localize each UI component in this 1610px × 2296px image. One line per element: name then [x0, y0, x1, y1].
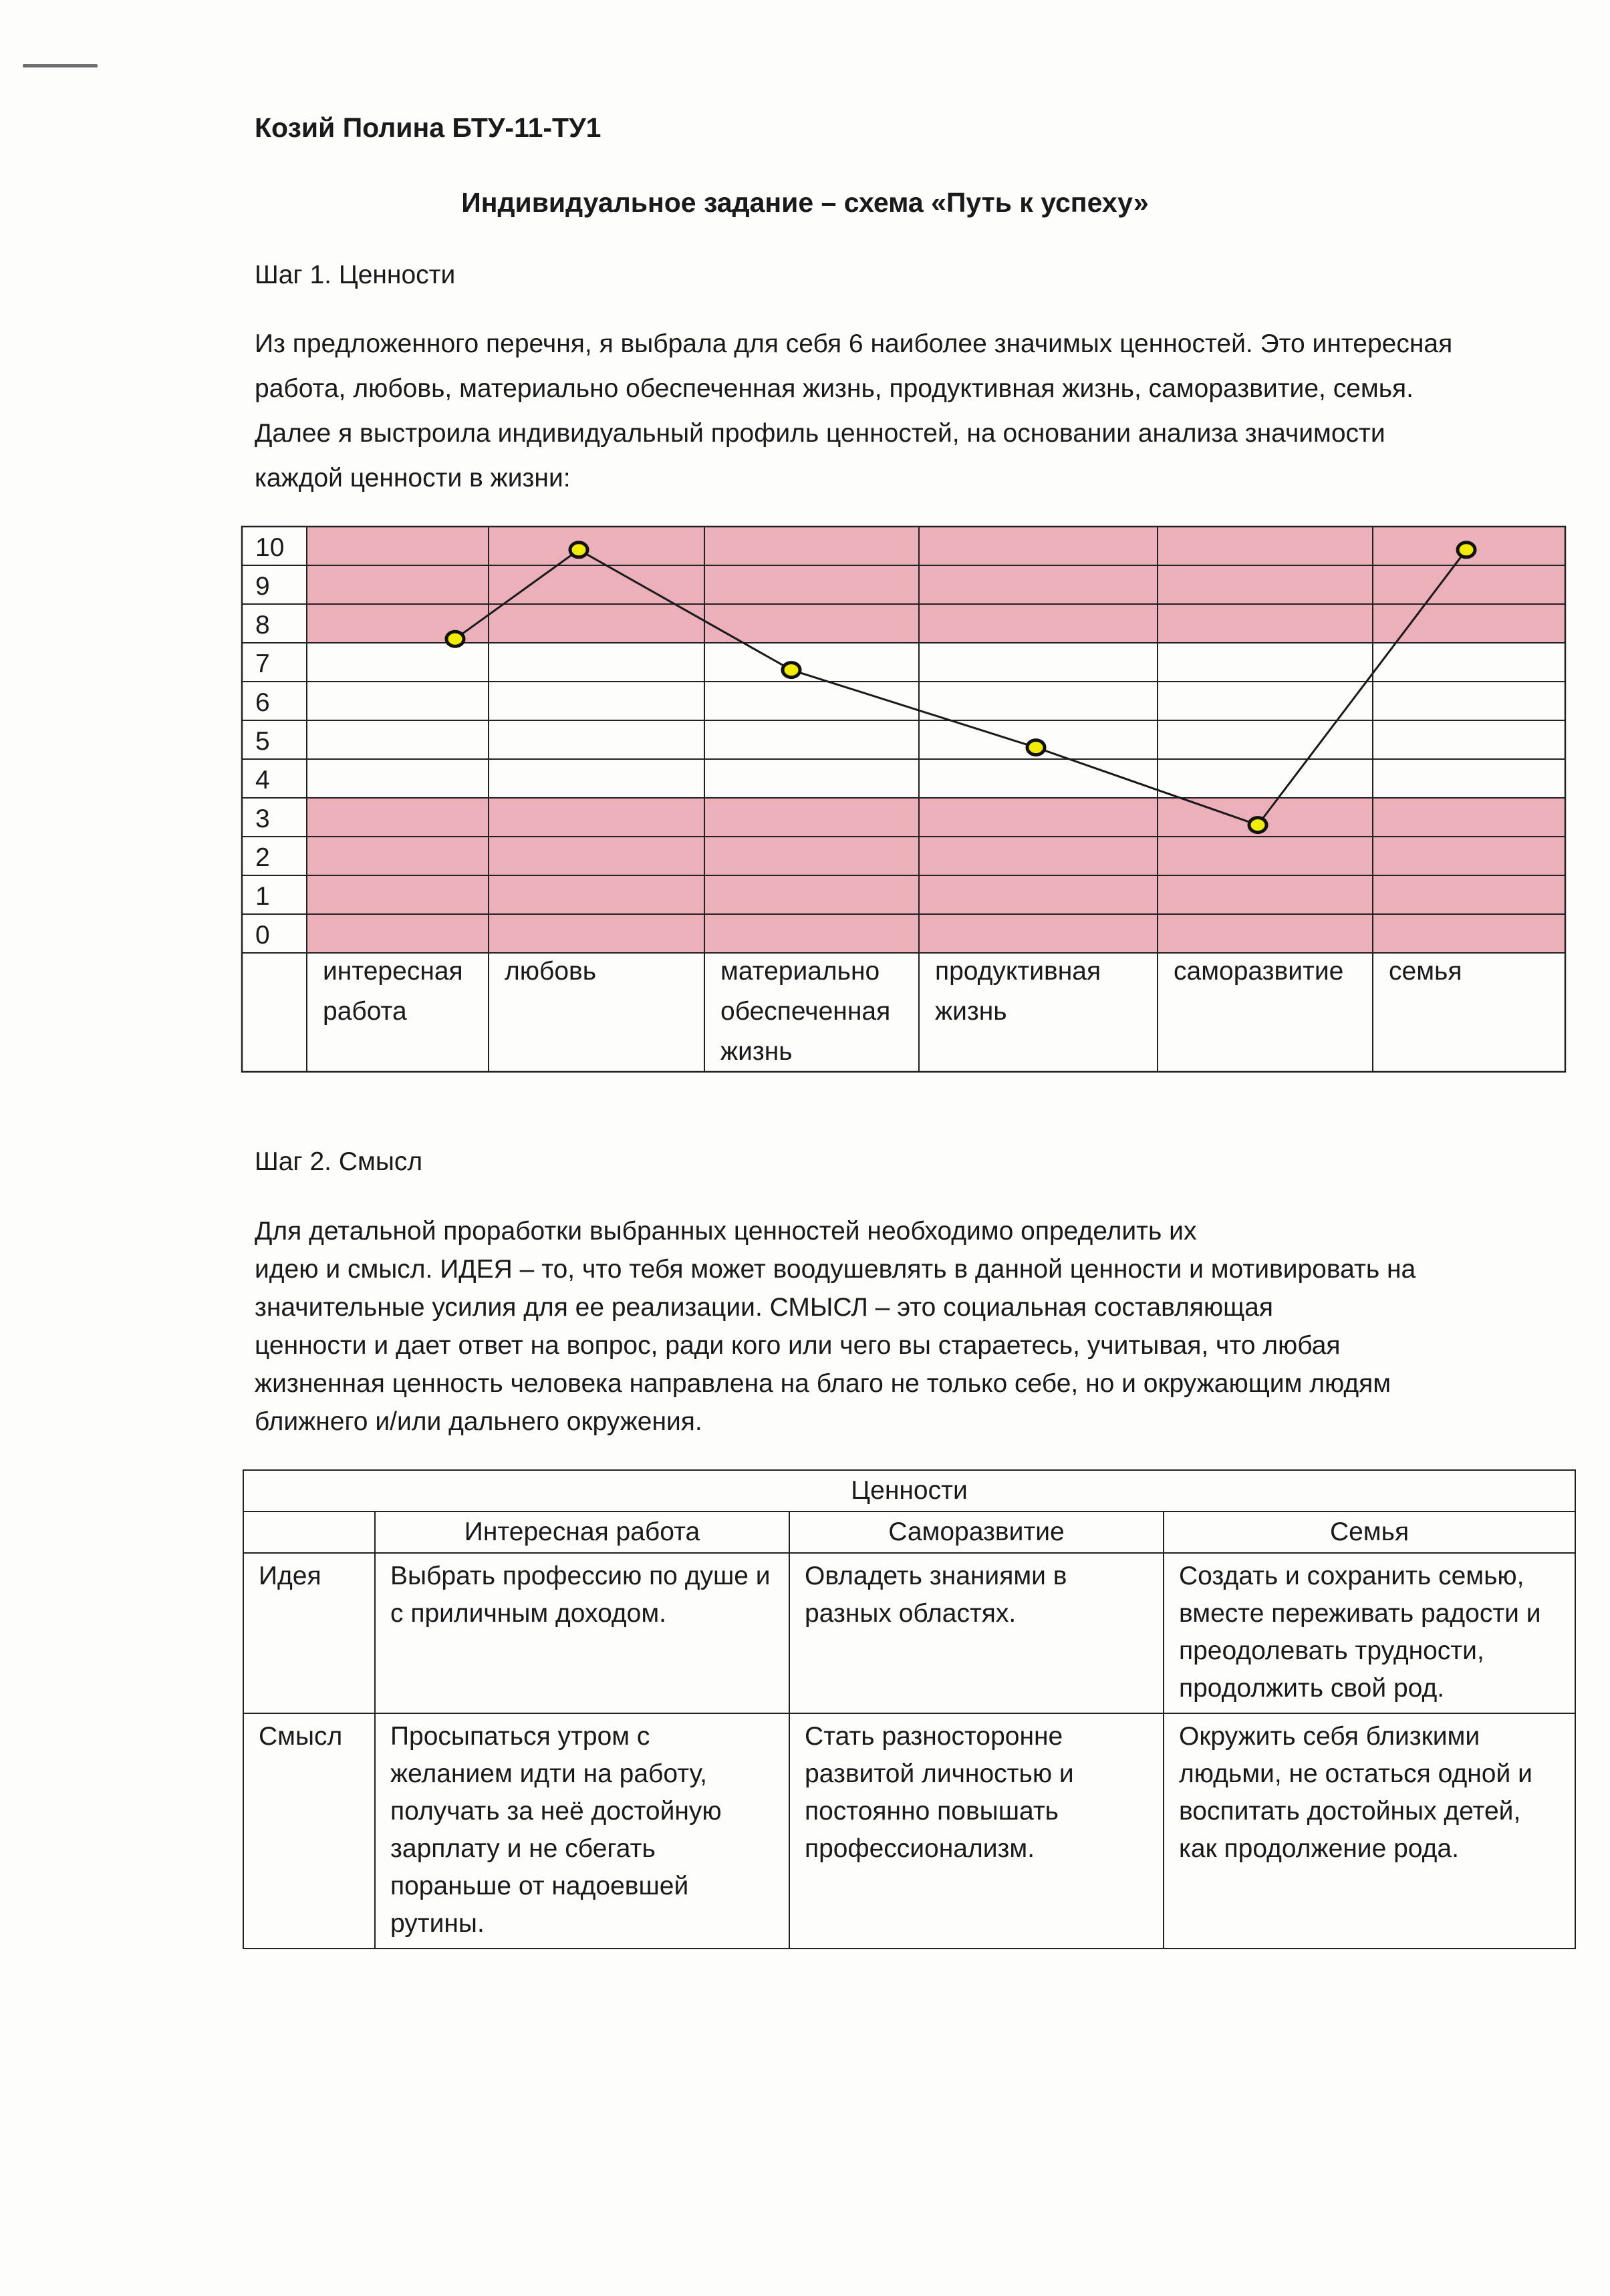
category-label: саморазвитие	[1174, 957, 1344, 986]
data-point	[1027, 740, 1045, 755]
step2-heading: Шаг 2. Смысл	[255, 1147, 423, 1176]
y-tick-label: 2	[255, 843, 270, 872]
data-point	[446, 631, 464, 646]
category-label: продуктивная	[935, 957, 1101, 986]
y-tick-label: 0	[255, 921, 270, 950]
data-point	[1458, 543, 1475, 557]
category-label: материально	[720, 957, 880, 986]
category-label: интересная	[323, 957, 463, 986]
highlight-band	[307, 527, 1565, 643]
data-point	[570, 543, 587, 557]
step1-paragraph	[255, 321, 1524, 500]
y-tick-label: 9	[255, 572, 270, 601]
y-tick-label: 7	[255, 650, 270, 678]
y-tick-label: 1	[255, 882, 270, 911]
data-point	[783, 663, 800, 678]
table-row	[243, 1713, 1575, 1949]
values-table	[243, 1469, 1576, 1949]
category-label: любовь	[505, 957, 597, 986]
table-caption: Ценности	[243, 1470, 1575, 1512]
table-row	[243, 1553, 1575, 1713]
step2-paragraph	[255, 1212, 1551, 1441]
table-cell: Создать и сохранить семью, вместе переживать радости и преодолевать трудности, продолжить свой род.	[1164, 1553, 1575, 1713]
step1-line: Из предложенного перечня, я выбрала для себя 6 наиболее значимых ценностей. Это интересная	[255, 329, 1453, 358]
column-header: Семья	[1164, 1512, 1575, 1553]
scan-mark	[23, 64, 98, 67]
table-corner-cell	[243, 1512, 375, 1553]
row-label: Смысл	[243, 1713, 375, 1949]
values-profile-chart	[241, 525, 1567, 1073]
document-title: Индивидуальное задание – схема «Путь к успеху»	[461, 187, 1149, 218]
step2-line: ценности и дает ответ на вопрос, ради кого или чего вы стараетесь, учитывая, что любая	[255, 1331, 1341, 1360]
data-point	[1249, 818, 1266, 833]
step2-line: идею и смысл. ИДЕЯ – то, что тебя может воодушевлять в данной ценности и мотивировать на	[255, 1255, 1416, 1284]
table-cell: Выбрать профессию по душе и с приличным доходом.	[375, 1553, 789, 1713]
row-label: Идея	[243, 1553, 375, 1713]
y-tick-label: 3	[255, 805, 270, 833]
values-profile-chart-svg	[241, 525, 1567, 1073]
column-header: Интересная работа	[375, 1512, 789, 1553]
y-tick-label: 4	[255, 766, 270, 795]
table-cell: Просыпаться утром с желанием идти на работу, получать за неё достойную зарплату и не сбегать пораньше от надоевшей рутины.	[375, 1713, 789, 1949]
category-label: жизнь	[720, 1037, 793, 1066]
step1-line: Далее я выстроила индивидуальный профиль ценностей, на основании анализа значимости	[255, 419, 1385, 448]
step1-heading: Шаг 1. Ценности	[255, 261, 456, 289]
author-line: Козий Полина БТУ-11-ТУ1	[255, 112, 601, 143]
step2-line: Для детальной проработки выбранных ценностей необходимо определить их	[255, 1217, 1197, 1246]
step2-line: значительные усилия для ее реализации. СМЫСЛ – это социальная составляющая	[255, 1293, 1273, 1322]
y-tick-label: 5	[255, 727, 270, 756]
step2-line: ближнего и/или дальнего окружения.	[255, 1407, 702, 1436]
table-caption-row	[243, 1470, 1575, 1512]
step2-line: жизненная ценность человека направлена на благо не только себе, но и окружающим людям	[255, 1369, 1391, 1398]
y-tick-label: 10	[255, 533, 285, 562]
step1-line: каждой ценности в жизни:	[255, 464, 571, 492]
step1-line: работа, любовь, материально обеспеченная жизнь, продуктивная жизнь, саморазвитие, семья.	[255, 374, 1414, 403]
y-tick-label: 8	[255, 611, 270, 639]
category-label: обеспеченная	[720, 997, 891, 1026]
category-label: жизнь	[935, 997, 1007, 1026]
category-label: семья	[1389, 957, 1462, 986]
table-cell: Овладеть знаниями в разных областях.	[789, 1553, 1164, 1713]
table-cell: Окружить себя близкими людьми, не остаться одной и воспитать достойных детей, как продолжение рода.	[1164, 1713, 1575, 1949]
table-header-row	[243, 1512, 1575, 1553]
y-tick-label: 6	[255, 688, 270, 717]
category-label: работа	[323, 997, 407, 1026]
table-cell: Стать разносторонне развитой личностью и постоянно повышать профессионализм.	[789, 1713, 1164, 1949]
column-header: Саморазвитие	[789, 1512, 1164, 1553]
